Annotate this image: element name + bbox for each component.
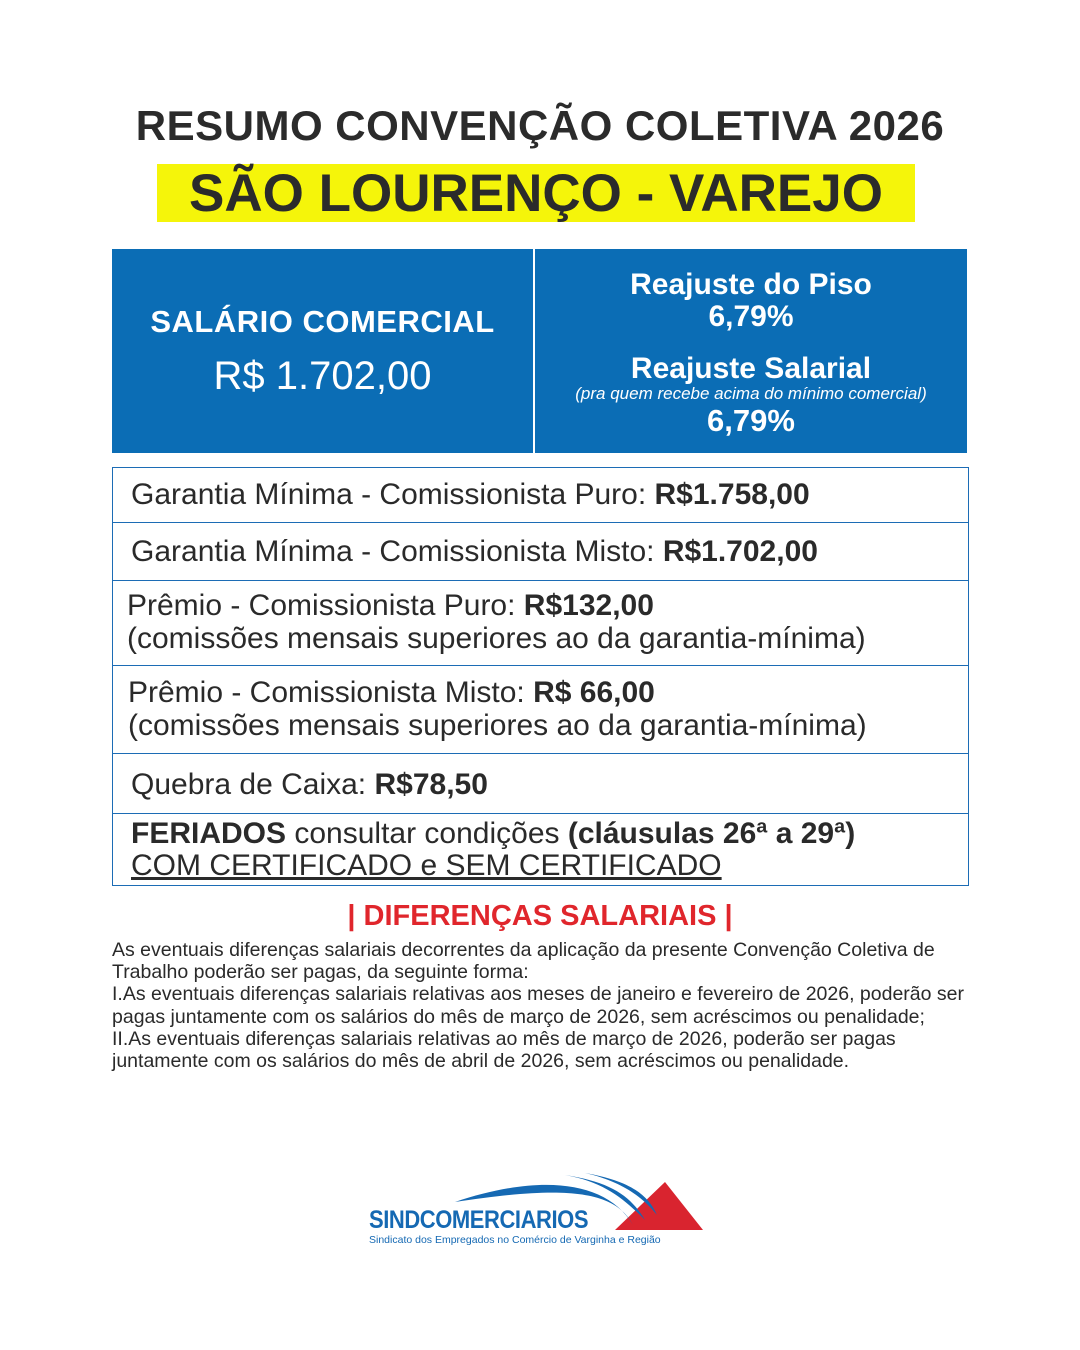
row-value: R$132,00	[523, 589, 654, 622]
row-label: Garantia Mínima - Comissionista Misto:	[131, 535, 663, 568]
adjustment-panel	[535, 249, 967, 453]
salarial-value: 6,79%	[707, 403, 795, 438]
salarial-note: (pra quem recebe acima do mínimo comercial)	[575, 384, 927, 403]
row-label-bold: FERIADOS	[131, 817, 287, 850]
table-row	[113, 753, 968, 813]
row-label: consultar condições	[286, 817, 568, 850]
logo-name: SINDCOMERCIARIOS	[369, 1206, 589, 1234]
paragraph: II.As eventuais diferenças salariais relativas ao mês de março de 2026, poderão ser pagas juntamente com os salários do mês de abril de 2026, sem acréscimos ou penalidade.	[112, 1027, 896, 1073]
row-label: Quebra de Caixa:	[131, 768, 375, 801]
table-row	[113, 580, 968, 665]
salary-box	[112, 249, 967, 453]
page-title: RESUMO CONVENÇÃO COLETIVA 2026	[135, 102, 945, 149]
piso-value: 6,79%	[708, 300, 794, 333]
table-row	[113, 813, 968, 885]
row-value: R$1.702,00	[662, 535, 818, 568]
row-note: COM CERTIFICADO e SEM CERTIFICADO	[131, 849, 722, 882]
logo-tagline: Sindicato dos Empregados no Comércio de Varginha e Região	[369, 1234, 661, 1246]
commercial-salary-panel	[112, 249, 535, 453]
table-row	[113, 468, 968, 522]
row-label: Prêmio - Comissionista Puro:	[127, 589, 524, 622]
page-subtitle: SÃO LOURENÇO - VAREJO	[157, 164, 915, 222]
differences-title: | DIFERENÇAS SALARIAIS |	[347, 900, 733, 932]
differences-text	[112, 939, 982, 1072]
table-row	[113, 522, 968, 580]
row-value: R$ 66,00	[533, 676, 655, 709]
benefits-table	[112, 467, 969, 886]
row-label: Garantia Mínima - Comissionista Puro:	[131, 478, 655, 511]
commercial-salary-label: SALÁRIO COMERCIAL	[150, 304, 495, 339]
row-value: (cláusulas 26ª a 29ª)	[567, 817, 856, 850]
piso-label: Reajuste do Piso	[630, 268, 872, 301]
row-value: R$1.758,00	[654, 478, 810, 511]
paragraph: As eventuais diferenças salariais decorrentes da aplicação da presente Convenção Coletiva de Trabalho poderão ser pagas, da seguinte forma:	[112, 939, 935, 984]
table-row	[113, 665, 968, 753]
row-note: (comissões mensais superiores ao da garantia-mínima)	[128, 709, 867, 742]
row-label: Prêmio - Comissionista Misto:	[128, 676, 534, 709]
logo	[365, 1170, 710, 1250]
row-value: R$78,50	[374, 768, 488, 801]
row-note: (comissões mensais superiores ao da garantia-mínima)	[127, 622, 866, 655]
paragraph: I.As eventuais diferenças salariais relativas aos meses de janeiro e fevereiro de 2026, poderão ser pagas juntamente com os salários do mês de março de 2026, sem acréscimos ou penalidade;	[112, 983, 964, 1028]
salarial-label: Reajuste Salarial	[630, 352, 872, 385]
commercial-salary-value: R$ 1.702,00	[213, 354, 432, 398]
